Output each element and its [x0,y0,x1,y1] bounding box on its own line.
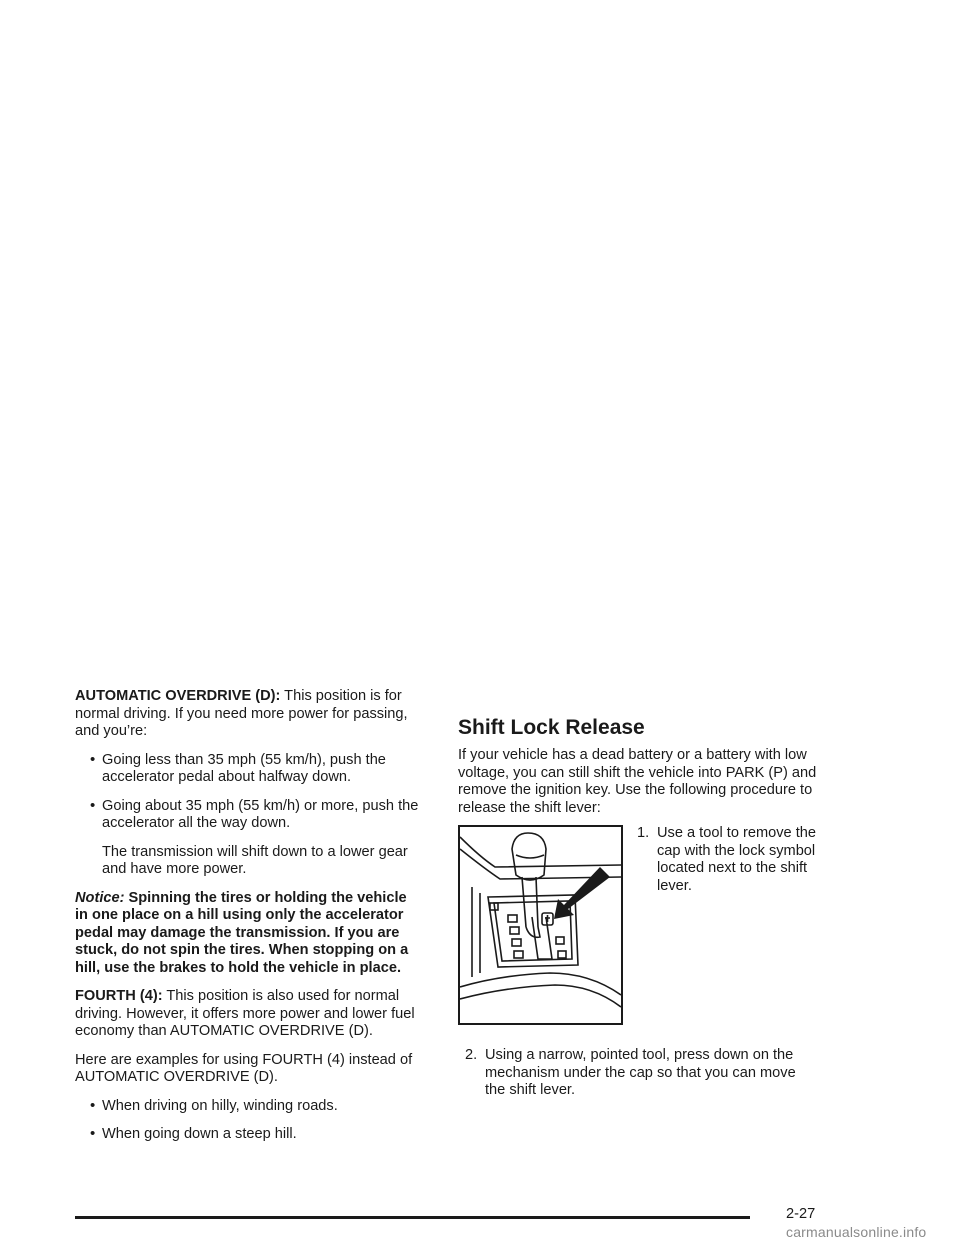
list-item [75,1126,423,1144]
list-item-text: Going about 35 mph (55 km/h) or more, push the accelerator all the way down. [102,797,419,831]
intro-paragraph: If your vehicle has a dead battery or a battery with low voltage, you can still shift the vehicle into PARK (P) and remove the ignition key. Use the following procedure to release the shift lever: [458,747,817,816]
step-2-number: 2. [465,1047,478,1063]
list-item-text: Going less than 35 mph (55 km/h), push the accelerator pedal about halfway down. [102,751,386,785]
bullet-icon: • [90,1096,96,1114]
step-2 [465,1047,805,1100]
bullet-icon: • [90,796,96,814]
notice-paragraph [75,890,423,978]
automatic-overdrive-text: This position is for normal driving. If you need more power for passing, and you’re: [75,688,408,739]
fourth-label: FOURTH (4): [75,988,163,1004]
fourth-text: This position is also used for normal driving. However, it offers more power and lower fuel economy than AUTOMATIC OVERDRIVE (D). [75,988,415,1039]
indented-note: The transmission will shift down to a lower gear and have more power. [102,843,408,877]
step-2-text: Using a narrow, pointed tool, press down on the mechanism under the cap so that you can move the shift lever. [485,1047,796,1098]
automatic-overdrive-label: AUTOMATIC OVERDRIVE (D): [75,688,281,704]
list-item [75,752,423,787]
list-item [75,798,423,833]
left-column [75,688,423,1155]
page-number: 2-27 [786,1206,816,1222]
fourth-paragraph [75,988,423,1041]
examples-paragraph: Here are examples for using FOURTH (4) instead of AUTOMATIC OVERDRIVE (D). [75,1051,413,1085]
step-1-text: Use a tool to remove the cap with the lock symbol located next to the shift lever. [657,825,816,894]
shift-lever-illustration [458,825,623,1025]
footer-rule [75,1216,750,1219]
notice-text: Spinning the tires or holding the vehicle in one place on a hill using only the accelerator pedal may damage the transmission. If you are stuck, do not spin the tires. When stopping on a hill, use the brakes to hold the vehicle in place. [75,889,409,976]
step-1-number: 1. [637,825,650,841]
watermark: carmanualsonline.info [786,1224,927,1240]
list-item [75,1098,423,1116]
step-1 [637,825,817,895]
bullet-icon: • [90,1125,96,1142]
bullet-icon: • [90,750,96,768]
shift-lever-drawing [460,827,621,1023]
section-heading: Shift Lock Release [458,716,645,739]
automatic-overdrive-paragraph [75,688,423,741]
notice-label: Notice: [75,889,125,906]
list-item-text: When driving on hilly, winding roads. [102,1097,338,1114]
list-item-text: When going down a steep hill. [102,1126,297,1142]
